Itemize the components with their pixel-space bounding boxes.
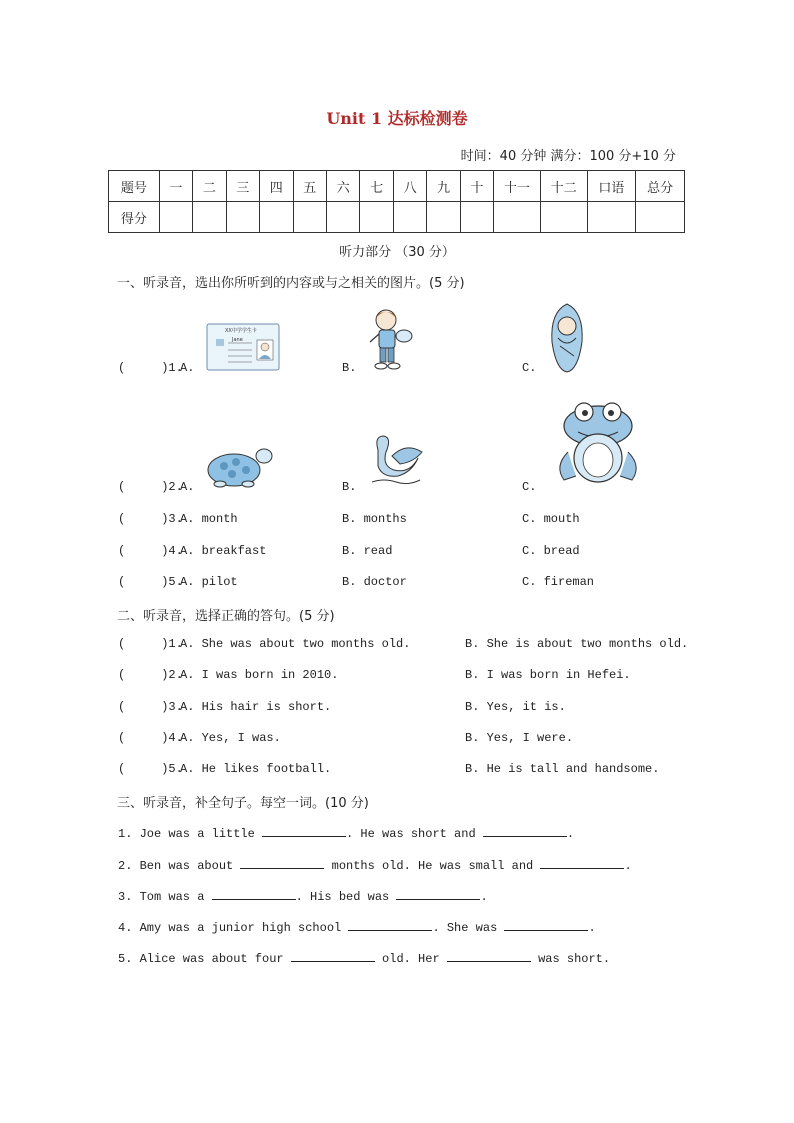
answer-blank[interactable]	[540, 856, 624, 869]
question-number: ( )4.	[118, 544, 183, 558]
option-b-label: B.	[342, 480, 357, 494]
option-b[interactable]: B. He is tall and handsome.	[465, 762, 660, 776]
boy-with-ball-image[interactable]	[366, 306, 418, 372]
frog-image[interactable]	[550, 396, 646, 492]
fill-sentence-3: 3. Tom was a . His bed was .	[118, 887, 488, 904]
answer-blank[interactable]	[262, 824, 346, 837]
option-b[interactable]: B. months	[342, 512, 407, 526]
question-number: ( )5.	[118, 575, 183, 589]
option-c[interactable]: C. bread	[522, 544, 580, 558]
student-card-image[interactable]	[206, 323, 280, 371]
option-c[interactable]: C. mouth	[522, 512, 580, 526]
score-value-row	[109, 202, 685, 233]
score-input-cell[interactable]	[540, 202, 587, 233]
option-a-label: A.	[180, 361, 195, 375]
score-input-cell[interactable]	[460, 202, 493, 233]
option-a[interactable]: A. month	[180, 512, 238, 526]
answer-blank[interactable]	[291, 949, 375, 962]
score-input-cell[interactable]	[293, 202, 326, 233]
question-number: ( )4.	[118, 731, 183, 745]
score-cell: 十二	[540, 171, 587, 202]
option-b[interactable]: B. I was born in Hefei.	[465, 668, 631, 682]
answer-blank[interactable]	[212, 887, 296, 900]
score-cell: 四	[260, 171, 293, 202]
score-cell: 总分	[636, 171, 685, 202]
option-a[interactable]: A. She was about two months old.	[180, 637, 411, 651]
fill-sentence-2: 2. Ben was about months old. He was small and .	[118, 856, 632, 873]
fill-sentence-5: 5. Alice was about four old. Her was short.	[118, 949, 610, 966]
fill-sentence-4: 4. Amy was a junior high school . She was .	[118, 918, 596, 935]
score-cell: 六	[326, 171, 359, 202]
score-cell: 十一	[494, 171, 541, 202]
score-cell: 三	[226, 171, 259, 202]
fill-sentence-1: 1. Joe was a little . He was short and .	[118, 824, 574, 841]
question-number: ( )2.	[118, 480, 183, 494]
section3-heading: 三、听录音，补全句子。每空一词。(10 分)	[117, 796, 369, 811]
score-input-cell[interactable]	[587, 202, 636, 233]
listening-section-title: 听力部分 （30 分）	[339, 245, 455, 260]
score-input-cell[interactable]	[326, 202, 359, 233]
option-a[interactable]: A. His hair is short.	[180, 700, 332, 714]
option-a[interactable]: A. I was born in 2010.	[180, 668, 339, 682]
exam-meta: 时间：40 分钟 满分：100 分+10 分	[460, 149, 676, 164]
score-input-cell[interactable]	[360, 202, 393, 233]
score-input-cell[interactable]	[159, 202, 192, 233]
score-input-cell[interactable]	[193, 202, 226, 233]
option-a[interactable]: A. He likes football.	[180, 762, 332, 776]
option-a[interactable]: A. pilot	[180, 575, 238, 589]
option-b-label: B.	[342, 361, 357, 375]
option-c-label: C.	[522, 361, 537, 375]
option-a[interactable]: A. Yes, I was.	[180, 731, 281, 745]
score-input-cell[interactable]	[636, 202, 685, 233]
baby-image[interactable]	[548, 302, 586, 374]
question-number: ( )2.	[118, 668, 183, 682]
score-cell: 八	[393, 171, 426, 202]
option-a-label: A.	[180, 480, 195, 494]
option-a[interactable]: A. breakfast	[180, 544, 267, 558]
score-cell: 九	[427, 171, 460, 202]
score-cell: 十	[460, 171, 493, 202]
score-input-cell[interactable]	[427, 202, 460, 233]
score-cell: 二	[193, 171, 226, 202]
score-input-cell[interactable]	[494, 202, 541, 233]
answer-blank[interactable]	[504, 918, 588, 931]
score-input-cell[interactable]	[226, 202, 259, 233]
score-input-cell[interactable]	[393, 202, 426, 233]
option-b[interactable]: B. Yes, I were.	[465, 731, 574, 745]
option-b[interactable]: B. She is about two months old.	[465, 637, 689, 651]
option-b[interactable]: B. doctor	[342, 575, 407, 589]
score-cell: 一	[159, 171, 192, 202]
answer-blank[interactable]	[348, 918, 432, 931]
answer-blank[interactable]	[483, 824, 567, 837]
score-cell: 七	[360, 171, 393, 202]
page-title: Unit 1 达标检测卷	[326, 109, 468, 128]
score-cell: 五	[293, 171, 326, 202]
score-cell: 题号	[109, 171, 160, 202]
score-cell: 口语	[587, 171, 636, 202]
section2-heading: 二、听录音，选择正确的答句。(5 分)	[117, 609, 335, 624]
question-number: ( )1.	[118, 361, 183, 375]
answer-blank[interactable]	[240, 856, 324, 869]
section1-heading: 一、听录音，选出你所听到的内容或与之相关的图片。(5 分)	[117, 276, 465, 291]
question-number: ( )3.	[118, 700, 183, 714]
option-b[interactable]: B. Yes, it is.	[465, 700, 566, 714]
answer-blank[interactable]	[396, 887, 480, 900]
score-table	[108, 170, 685, 233]
turtle-image[interactable]	[204, 442, 274, 490]
score-input-cell[interactable]	[260, 202, 293, 233]
question-number: ( )1.	[118, 637, 183, 651]
option-b[interactable]: B. read	[342, 544, 393, 558]
option-c[interactable]: C. fireman	[522, 575, 595, 589]
answer-blank[interactable]	[447, 949, 531, 962]
question-number: ( )3.	[118, 512, 183, 526]
swan-image[interactable]	[370, 432, 430, 488]
question-number: ( )5.	[118, 762, 183, 776]
score-label-cell: 得分	[109, 202, 160, 233]
score-header-row	[109, 171, 685, 202]
card-name-text: Jane	[232, 337, 243, 343]
card-title-text: XX中学学生卡	[225, 328, 257, 334]
option-c-label: C.	[522, 480, 537, 494]
